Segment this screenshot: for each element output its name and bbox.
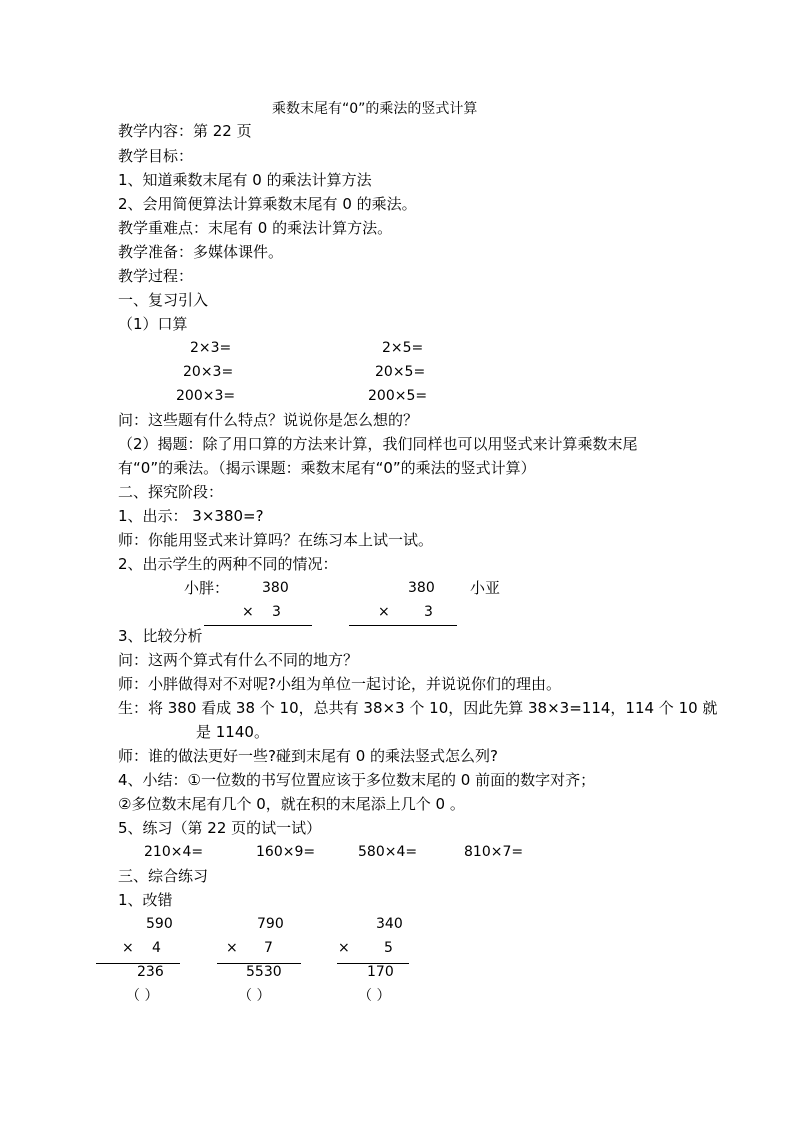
preparation: 教学准备：多媒体课件。	[118, 243, 284, 261]
fix-3-answer-blank[interactable]: （ ）	[358, 988, 391, 1004]
practice-heading: 5、练习（第 22 页的试一试）	[118, 819, 322, 837]
student-a-multiplier: 3	[272, 604, 281, 620]
fix-2-result: 5530	[246, 964, 282, 980]
teacher-line-3: 师：谁的做法更好一些?碰到末尾有 0 的乘法竖式怎么列?	[118, 747, 499, 765]
oral-right-3: 200×5=	[368, 388, 428, 404]
student-answer-line-1: 生：将 380 看成 38 个 10，总共有 38×3 个 10，因此先算 38×3=114，114 个 10 就	[118, 699, 718, 717]
summary-line-1: 4、小结：①一位数的书写位置应该于多位数末尾的 0 前面的数字对齐；	[118, 771, 596, 789]
section-1-heading: 一、复习引入	[118, 291, 209, 309]
student-b-underline	[349, 625, 457, 626]
fix-2-answer-blank[interactable]: （ ）	[238, 988, 271, 1004]
fix-1-top: 590	[146, 916, 173, 932]
section-3-heading: 三、综合练习	[118, 867, 209, 885]
teacher-line-2: 师：小胖做得对不对呢?小组为单位一起讨论，并说说你们的理由。	[118, 675, 561, 693]
fix-1-operator: ×	[122, 940, 134, 956]
reveal-line-1: （2）揭题：除了用口算的方法来计算，我们同样也可以用竖式来计算乘数末尾	[118, 435, 638, 453]
fix-2-top: 790	[257, 916, 284, 932]
question-1: 问：这些题有什么特点？说说你是怎么想的？	[118, 411, 419, 429]
oral-left-1: 2×3=	[190, 340, 232, 356]
goal-heading: 教学目标：	[118, 147, 194, 165]
fix-2-operator: ×	[226, 940, 238, 956]
fix-heading: 1、改错	[118, 891, 173, 909]
reveal-line-2: 有“0”的乘法。（揭示课题：乘数末尾有“0”的乘法的竖式计算）	[118, 459, 536, 477]
summary-line-2: ②多位数末尾有几个 0，就在积的末尾添上几个 0 。	[118, 795, 465, 813]
practice-item-3: 580×4=	[358, 844, 418, 860]
teacher-line-1: 师：你能用竖式来计算吗？在练习本上试一试。	[118, 531, 434, 549]
teaching-content: 教学内容：第 22 页	[118, 122, 252, 140]
fix-3-top: 340	[376, 916, 403, 932]
fix-1-multiplier: 4	[152, 940, 161, 956]
student-b-top: 380	[408, 580, 435, 596]
student-a-top: 380	[262, 580, 289, 596]
section-2-heading: 二、探究阶段：	[118, 483, 224, 501]
fix-1-result: 236	[137, 964, 164, 980]
document-title: 乘数末尾有“0”的乘法的竖式计算	[272, 101, 478, 117]
process-heading: 教学过程：	[118, 267, 194, 285]
student-a-operator: ×	[242, 604, 254, 620]
student-answer-line-2: 是 1140。	[196, 723, 269, 741]
practice-item-1: 210×4=	[144, 844, 204, 860]
fix-3-multiplier: 5	[384, 940, 393, 956]
fix-3-operator: ×	[338, 940, 350, 956]
oral-heading: （1）口算	[118, 315, 188, 333]
goal-1: 1、知道乘数末尾有 0 的乘法计算方法	[118, 171, 372, 189]
compare-heading: 3、比较分析	[118, 627, 203, 645]
practice-item-4: 810×7=	[464, 844, 524, 860]
show-two-cases: 2、出示学生的两种不同的情况：	[118, 555, 338, 573]
oral-right-2: 20×5=	[375, 364, 426, 380]
oral-right-1: 2×5=	[382, 340, 424, 356]
student-a-underline	[204, 625, 312, 626]
fix-3-result: 170	[367, 964, 394, 980]
student-b-operator: ×	[378, 604, 390, 620]
show-problem: 1、出示： 3×380=?	[118, 507, 264, 525]
question-2: 问：这两个算式有什么不同的地方？	[118, 651, 359, 669]
student-a-name: 小胖：	[184, 579, 230, 597]
key-points: 教学重难点：末尾有 0 的乘法计算方法。	[118, 219, 393, 237]
oral-left-3: 200×3=	[176, 388, 236, 404]
goal-2: 2、会用简便算法计算乘数末尾有 0 的乘法。	[118, 195, 417, 213]
oral-left-2: 20×3=	[183, 364, 234, 380]
fix-1-answer-blank[interactable]: （ ）	[126, 988, 159, 1004]
practice-item-2: 160×9=	[256, 844, 316, 860]
fix-2-multiplier: 7	[264, 940, 273, 956]
student-b-multiplier: 3	[424, 604, 433, 620]
student-b-name: 小亚	[470, 579, 501, 597]
